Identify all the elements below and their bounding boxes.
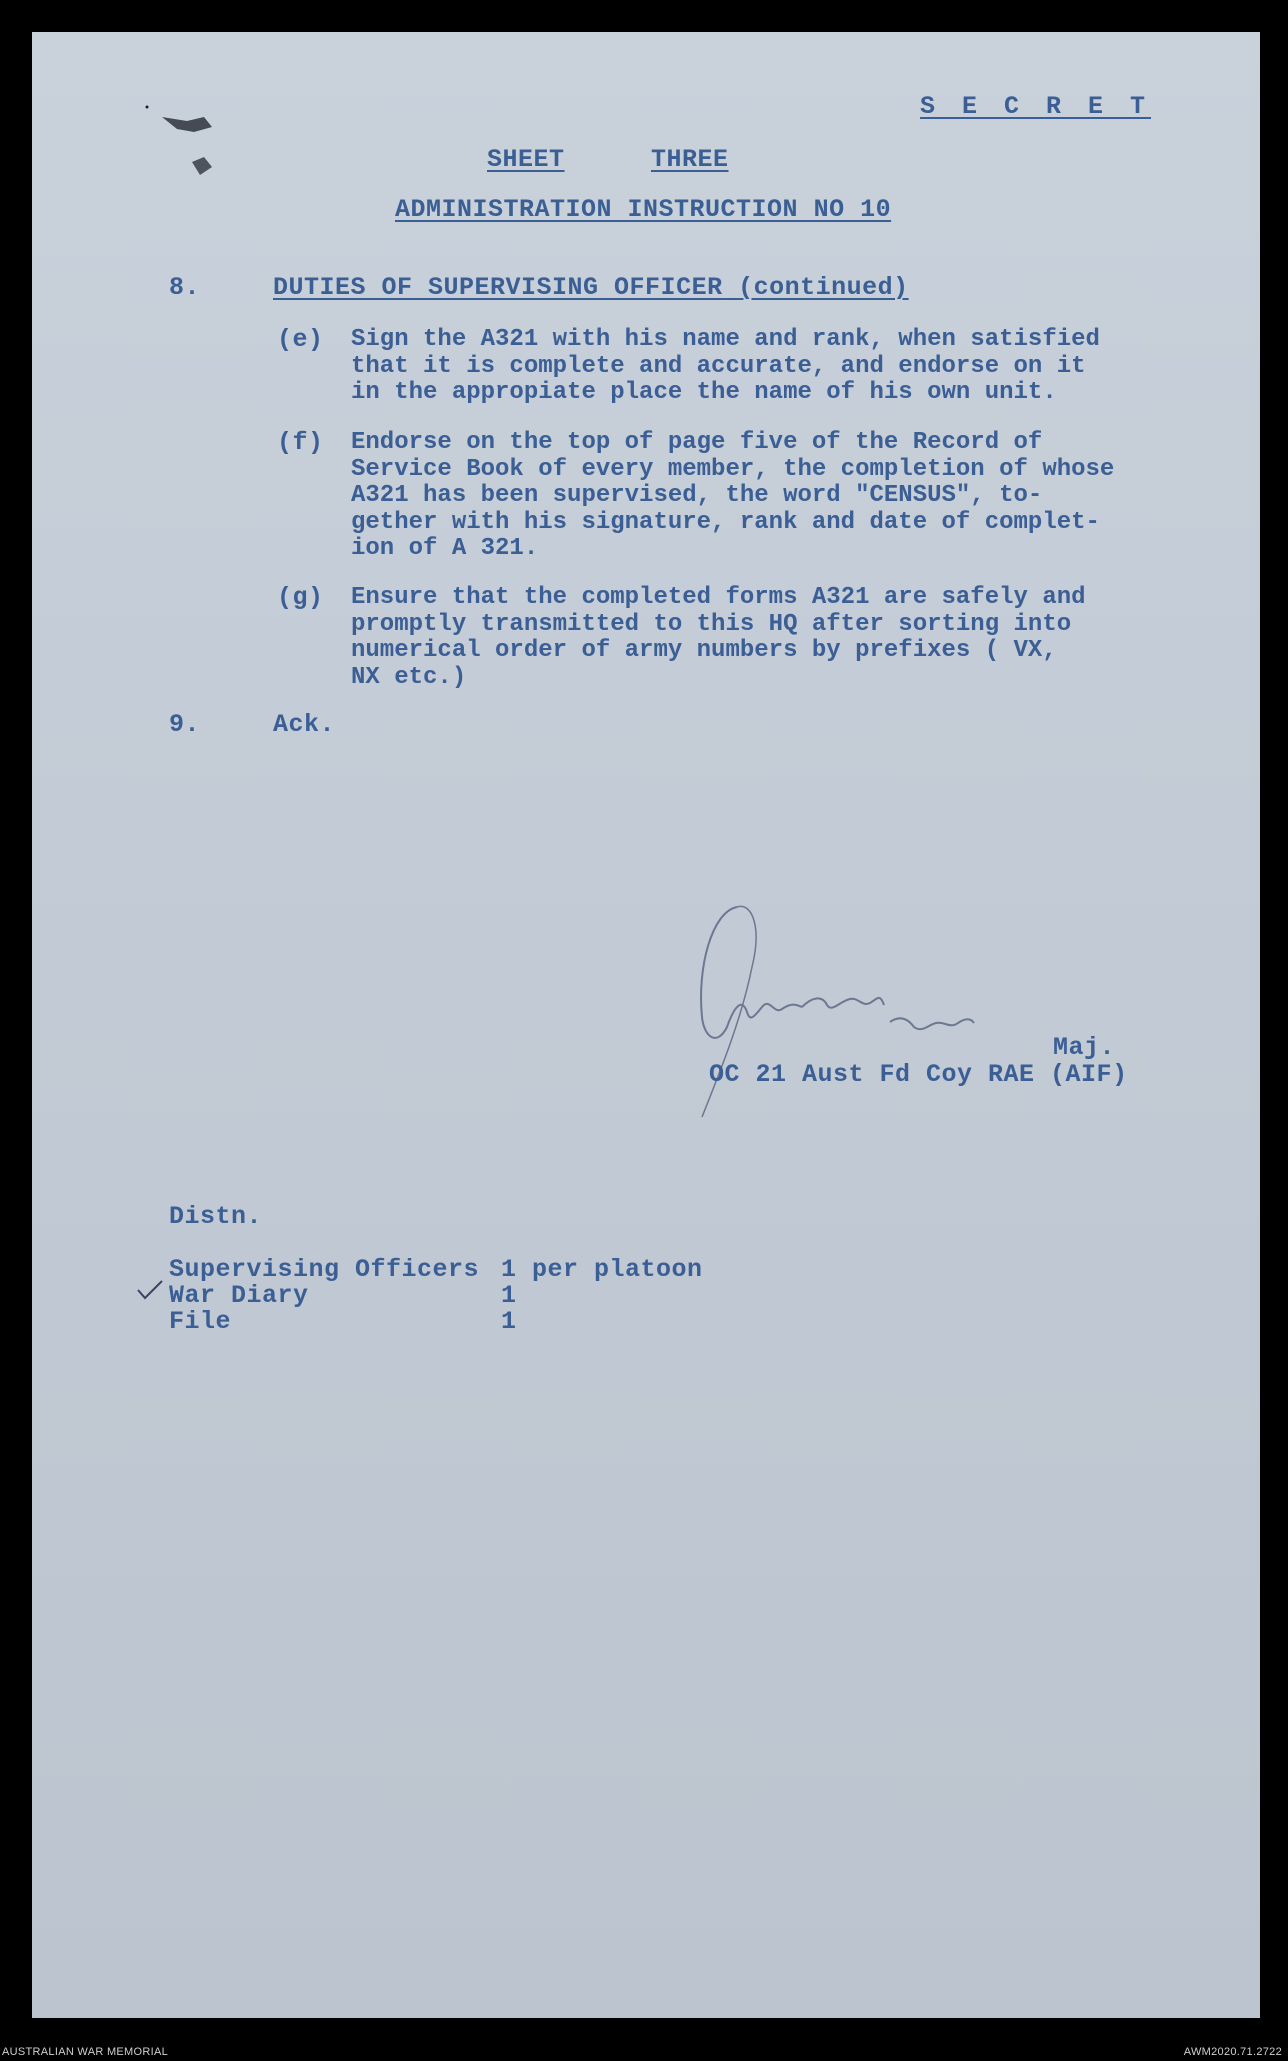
item-line: numerical order of army numbers by prefixes ( VX,: [351, 637, 1057, 664]
item-body: [351, 327, 1181, 407]
signature-mark: [662, 887, 1082, 1147]
document-page: [32, 32, 1260, 2018]
sheet-number: THREE: [651, 145, 729, 174]
section-number: 9.: [169, 710, 201, 739]
footer-source: AUSTRALIAN WAR MEMORIAL: [2, 2046, 169, 2058]
section-heading-text: DUTIES OF SUPERVISING OFFICER: [273, 273, 723, 302]
distribution-row-qty: 1 per platoon: [501, 1255, 703, 1284]
distribution-heading: Distn.: [169, 1202, 263, 1231]
item-label: (g): [277, 583, 324, 612]
item-line: Sign the A321 with his name and rank, when satisfied: [351, 326, 1100, 353]
item-body: [351, 430, 1181, 563]
item-label: (e): [277, 325, 324, 354]
section-number: 8.: [169, 273, 201, 302]
item-line: ion of A 321.: [351, 535, 539, 562]
item-line: Endorse on the top of page five of the Record of: [351, 429, 1043, 456]
item-line: promptly transmitted to this HQ after sorting into: [351, 610, 1072, 638]
distribution-row-qty: 1: [501, 1307, 517, 1336]
section-heading: Ack.: [273, 710, 336, 739]
signature-rank: Maj.: [1053, 1033, 1116, 1062]
staple-holes: [142, 77, 262, 187]
item-line: in the appropiate place the name of his own unit.: [351, 379, 1057, 406]
item-line: A321 has been supervised, the word "CENSUS", to-: [351, 482, 1043, 509]
classification-label: S E C R E T: [920, 92, 1152, 121]
distribution-row-name: War Diary: [169, 1281, 309, 1310]
item-label: (f): [277, 428, 324, 457]
item-line: NX etc.): [351, 663, 467, 691]
document-title: ADMINISTRATION INSTRUCTION NO 10: [395, 195, 892, 224]
sheet-label: SHEET: [487, 145, 565, 174]
item-line: that it is complete and accurate, and endorse on it: [351, 352, 1086, 380]
section-heading: [273, 275, 909, 301]
distribution-row-name: File: [169, 1307, 232, 1336]
pencil-tick-icon: [135, 1278, 165, 1302]
footer-reference: AWM2020.71.2722: [1183, 2046, 1282, 2058]
item-line: Ensure that the completed forms A321 are safely and: [351, 584, 1086, 611]
section-heading-suffix: (continued): [722, 273, 909, 302]
distribution-row-name: Supervising Officers: [169, 1255, 480, 1284]
distribution-row-qty: 1: [501, 1281, 517, 1310]
item-line: gether with his signature, rank and date of complet-: [351, 508, 1100, 536]
item-line: Service Book of every member, the completion of whose: [351, 455, 1115, 483]
signature-unit: OC 21 Aust Fd Coy RAE (AIF): [709, 1060, 1128, 1089]
item-body: [351, 585, 1181, 691]
